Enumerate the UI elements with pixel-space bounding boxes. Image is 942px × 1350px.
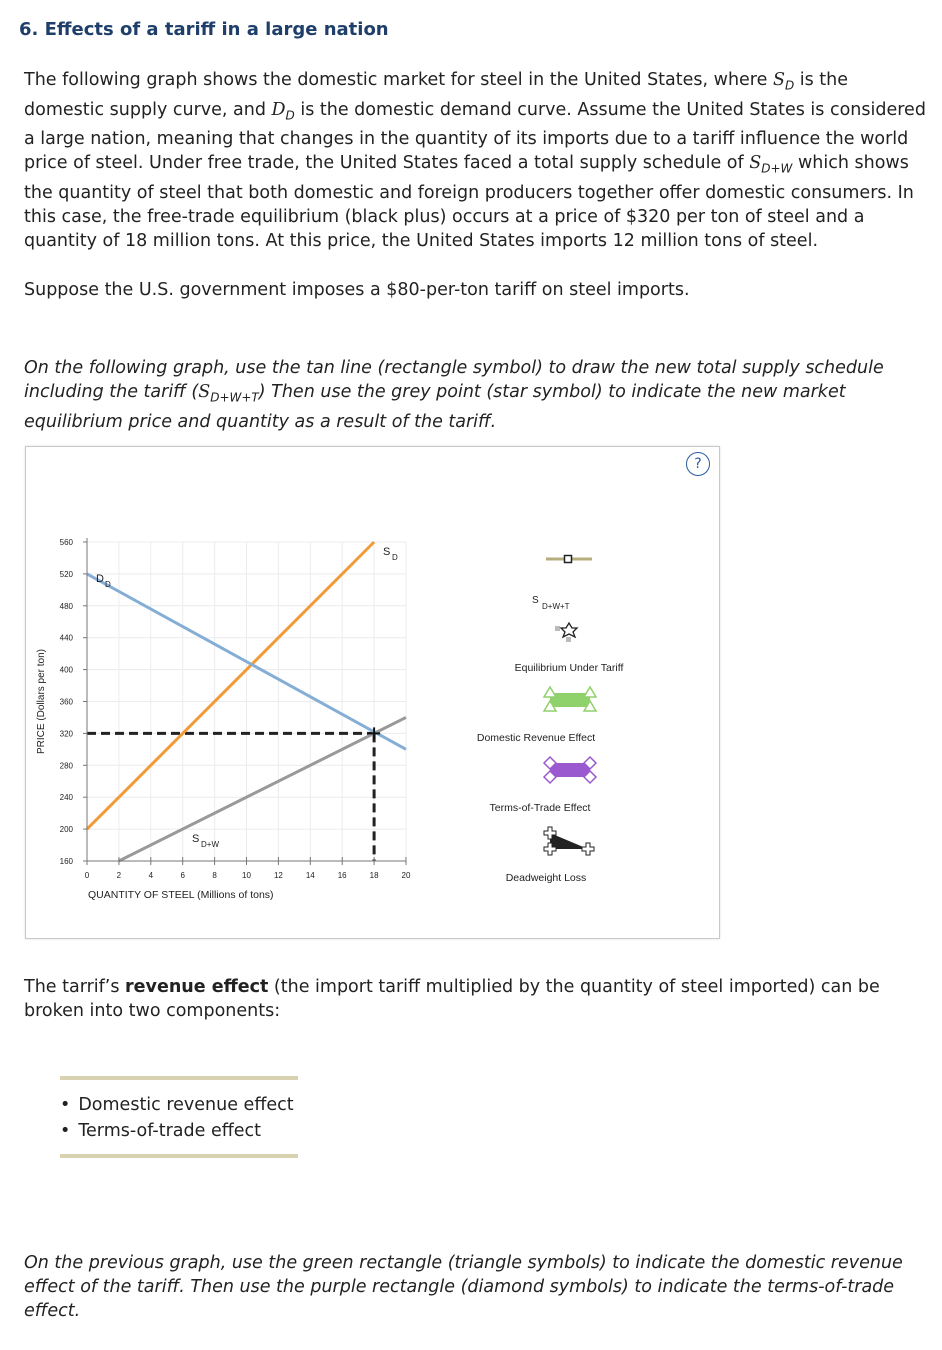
plus-icon	[582, 843, 594, 855]
x-tick-label: 14	[305, 871, 315, 880]
x-tick-label: 2	[116, 871, 122, 880]
revenue-effect-paragraph: The tarrif’s revenue effect (the import tariff multiplied by the quantity of steel imported) can be broken into two components:	[24, 977, 880, 1021]
y-tick-label: 320	[59, 729, 73, 739]
x-tick-label: 0	[84, 871, 90, 880]
x-tick-label: 20	[401, 871, 411, 880]
star-icon	[561, 623, 577, 637]
curve-label-main: D	[96, 573, 104, 585]
x-tick-label: 6	[180, 871, 185, 880]
world-supply-curve	[119, 717, 406, 861]
y-tick-label: 480	[59, 601, 73, 611]
green-rectangle-tool	[550, 693, 590, 707]
list-bottom-rule	[60, 1154, 298, 1158]
y-tick-label: 520	[59, 569, 73, 579]
label-world-supply	[192, 833, 219, 849]
grey-point-tool	[566, 637, 571, 642]
x-tick-label: 12	[273, 871, 283, 880]
purple-rectangle-tool	[550, 763, 590, 777]
legend-terms-of-trade-label: Terms-of-Trade Effect	[489, 802, 591, 814]
y-axis-label: PRICE (Dollars per ton)	[36, 648, 47, 755]
curve-label-main: S	[383, 546, 391, 558]
y-tick-label: 560	[59, 538, 73, 547]
triangle-icon	[584, 687, 596, 697]
instruction-tariff-supply: On the following graph, use the tan line (rectangle symbol) to draw the new total supply schedule including the tariff $(S_{D+W+T})$ Then use the grey point (star symbol) to indicate the new market equilibrium price and quantity as a result of the tariff.	[24, 358, 884, 432]
question-title: 6. Effects of a tariff in a large nation	[19, 19, 389, 40]
intro-paragraph: The following graph shows the domestic market for steel in the United States, where $S_D$ is the domestic supply curve, and $D_D$ is the domestic demand curve. Assume the United States is considered a large nation, meaning that changes in the quantity of its imports due to a tariff influence the world price of steel. Under free trade, the United States faced a total supply schedule of $S_{D+W}$ which shows the quantity of steel that both domestic and foreign producers together offer domestic consumers. In this case, the free-trade equilibrium (black plus) occurs at a price of $320 per ton of steel and a quantity of 18 million tons. At this price, the United States imports 12 million tons of steel.	[24, 70, 926, 251]
revenue-components-list	[60, 1076, 298, 1158]
x-tick-label: 18	[369, 871, 379, 880]
y-tick-label: 400	[59, 665, 73, 675]
legend-tariff-supply-sub: D+W+T	[542, 602, 570, 611]
x-tick-label: 10	[242, 871, 251, 880]
x-tick-label: 16	[337, 871, 347, 880]
chart-legend-palette	[477, 556, 624, 885]
instruction-revenue-rectangles: On the previous graph, use the green rectangle (triangle symbols) to indicate the domestic revenue effect of the tariff. Then use the purple rectangle (diamond symbols) to indicate the terms-of-trade effect.	[24, 1253, 903, 1321]
domestic-supply-curve	[87, 542, 374, 829]
curve-label-sub: D	[105, 580, 111, 589]
y-tick-label: 440	[59, 633, 73, 643]
legend-domestic-revenue-label: Domestic Revenue Effect	[476, 732, 596, 744]
x-tick-label: 8	[212, 871, 217, 880]
label-domestic-demand	[96, 573, 111, 589]
label-domestic-supply	[383, 546, 398, 562]
rectangle-icon	[565, 556, 572, 563]
help-icon[interactable]: ?	[686, 452, 710, 476]
legend-equilibrium-label: Equilibrium Under Tariff	[514, 662, 624, 674]
y-tick-label: 200	[59, 825, 73, 835]
x-axis-label: QUANTITY OF STEEL (Millions of tons)	[88, 889, 274, 901]
curve-label-main: S	[192, 833, 200, 845]
y-tick-label: 360	[59, 697, 73, 707]
list-item: • Domestic revenue effect	[60, 1092, 298, 1118]
list-item: • Terms-of-trade effect	[60, 1118, 298, 1144]
triangle-icon	[544, 687, 556, 697]
y-tick-label: 280	[59, 761, 73, 771]
legend-tariff-supply-label: S	[532, 595, 539, 606]
x-tick-label: 4	[148, 871, 154, 880]
legend-deadweight-loss-label: Deadweight Loss	[505, 872, 587, 884]
chart-grid	[87, 542, 406, 861]
grey-point-tool	[555, 626, 560, 631]
y-tick-label: 240	[59, 793, 73, 803]
curve-label-sub: D+W	[201, 840, 219, 849]
graph-panel	[25, 446, 720, 939]
curve-label-sub: D	[392, 553, 398, 562]
tariff-statement: Suppose the U.S. government imposes a $80-per-ton tariff on steel imports.	[24, 280, 690, 300]
y-tick-label: 160	[59, 857, 73, 866]
